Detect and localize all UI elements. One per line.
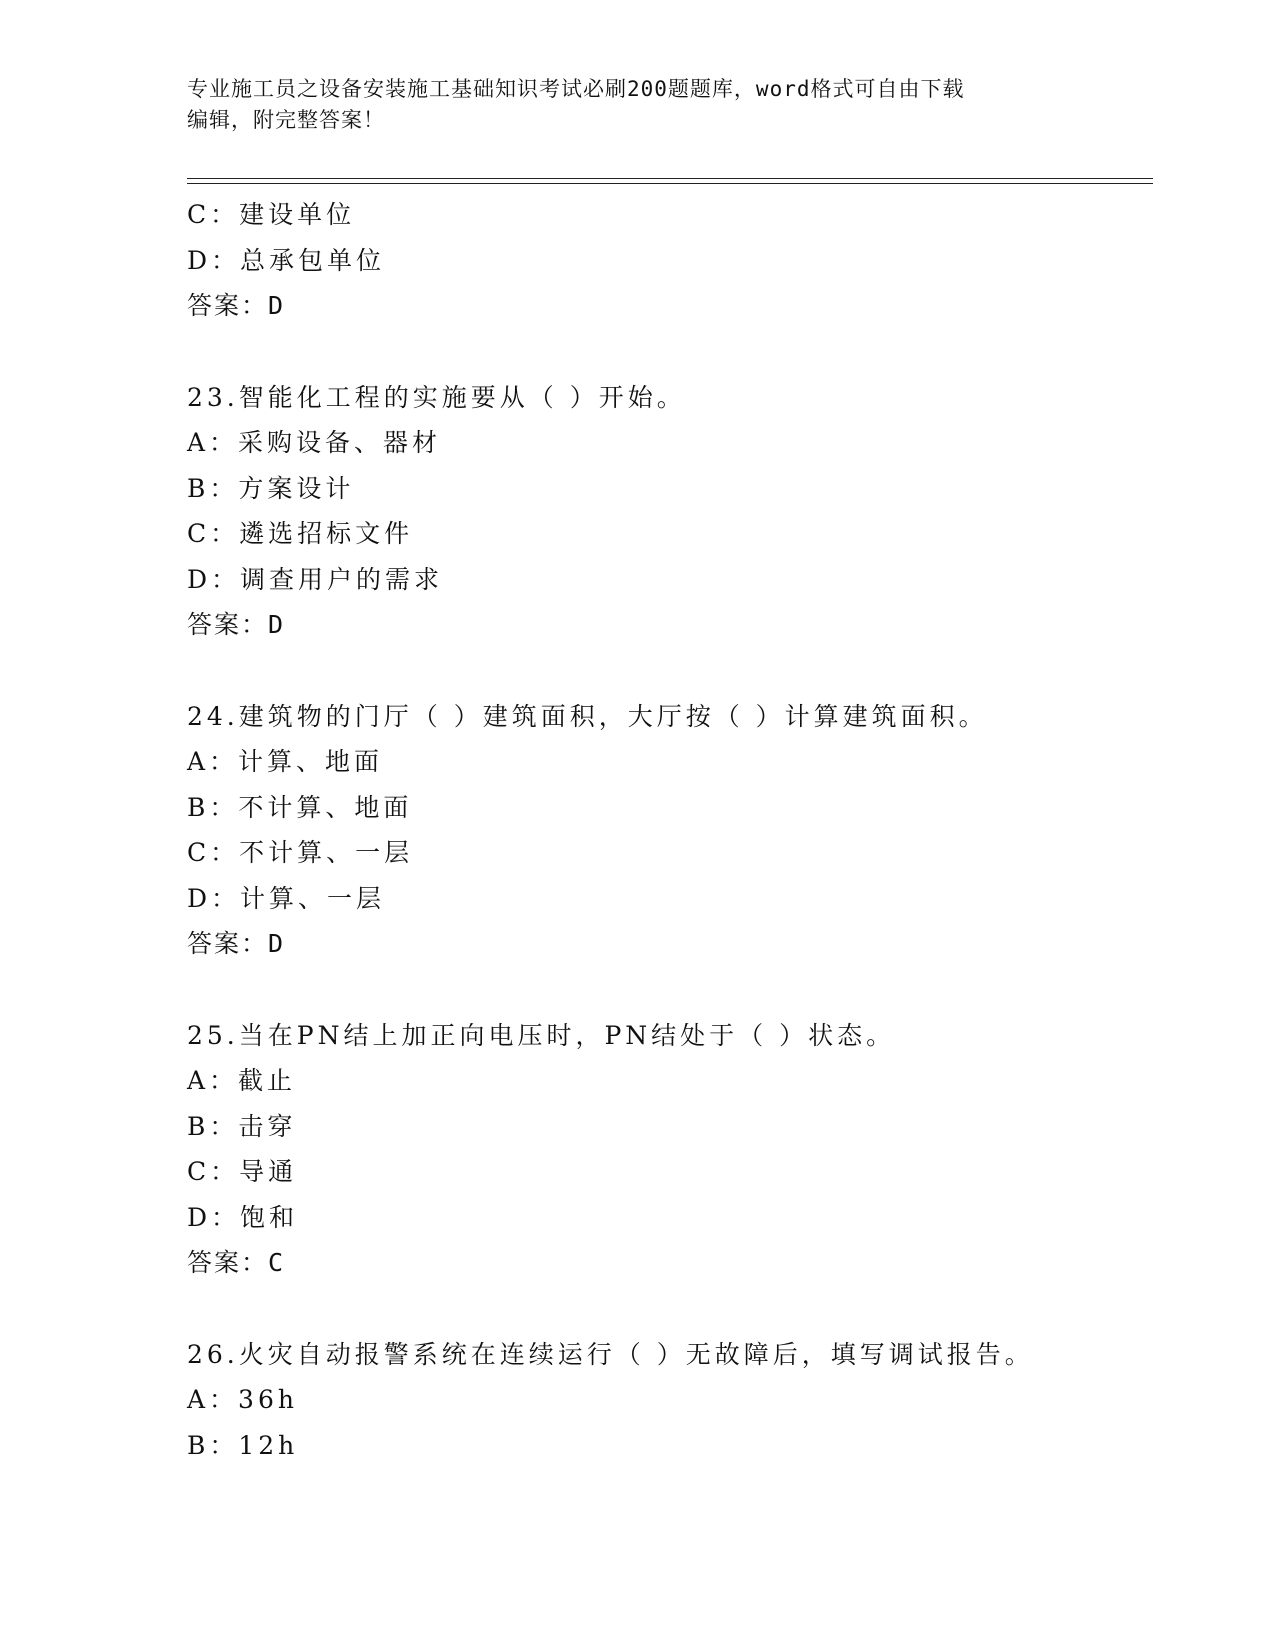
spacer	[187, 967, 1153, 1013]
spacer	[187, 648, 1153, 694]
option-d: D：总承包单位	[187, 245, 386, 275]
header-divider-top	[187, 178, 1153, 179]
question-text: 26.火灾自动报警系统在连续运行（ ）无故障后，填写调试报告。	[187, 1339, 1034, 1369]
option-c: C：不计算、一层	[187, 838, 414, 867]
question-text: 25.当在PN结上加正向电压时，PN结处于（ ）状态。	[187, 1020, 896, 1050]
header-title-line-1: 专业施工员之设备安装施工基础知识考试必刷200题题库，word格式可自由下载	[187, 77, 965, 101]
option-a: A：36h	[187, 1385, 298, 1414]
answer-line: 答案：C	[187, 1248, 286, 1277]
option-c: C：遴选招标文件	[187, 519, 414, 548]
option-a: A：截止	[187, 1066, 297, 1095]
question-list	[187, 192, 1153, 1468]
question-text: 23.智能化工程的实施要从（ ）开始。	[187, 382, 686, 412]
answer-line: 答案：D	[187, 291, 286, 320]
option-a: A：计算、地面	[187, 747, 384, 776]
option-d: D：饱和	[187, 1202, 299, 1232]
question-text: 24.建筑物的门厅（ ）建筑面积，大厅按（ ）计算建筑面积。	[187, 701, 988, 731]
question-block-25	[187, 1013, 1153, 1286]
header-title-line-2: 编辑，附完整答案！	[187, 108, 385, 132]
option-b: B：12h	[187, 1430, 299, 1460]
answer-line: 答案：D	[187, 610, 286, 639]
option-b: B：方案设计	[187, 473, 355, 503]
question-block-22	[187, 192, 1153, 329]
answer-line: 答案：D	[187, 929, 286, 958]
option-d: D：计算、一层	[187, 883, 386, 913]
option-b: B：击穿	[187, 1111, 297, 1141]
document-header	[187, 74, 1087, 136]
option-c: C：导通	[187, 1157, 298, 1186]
question-block-26	[187, 1332, 1153, 1469]
spacer	[187, 329, 1153, 375]
option-a: A：采购设备、器材	[187, 428, 442, 457]
question-block-23	[187, 375, 1153, 648]
spacer	[187, 1286, 1153, 1332]
question-block-24	[187, 694, 1153, 967]
option-d: D：调查用户的需求	[187, 564, 444, 594]
option-c: C：建设单位	[187, 200, 356, 229]
header-divider-bottom	[187, 183, 1153, 184]
option-b: B：不计算、地面	[187, 792, 413, 822]
